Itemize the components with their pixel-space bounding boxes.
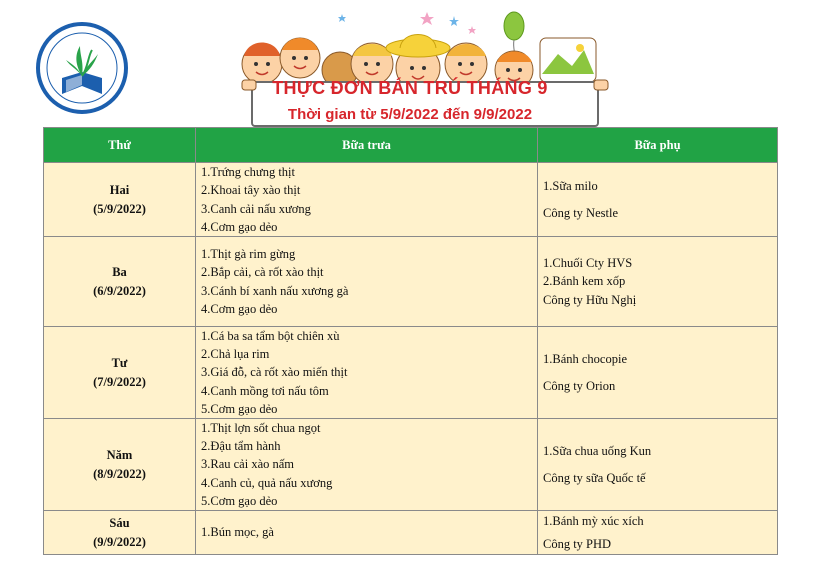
menu-date-range: Thời gian từ 5/9/2022 đến 9/9/2022 — [287, 106, 533, 123]
lunch-item: 3.Cánh bí xanh nấu xương gà — [201, 283, 349, 298]
day-date: (9/9/2022) — [93, 534, 146, 549]
lunch-cell — [196, 327, 538, 419]
day-cell — [44, 511, 196, 555]
snack-item: 1.Sữa milo — [543, 178, 598, 193]
lunch-item: 1.Thịt gà rim gừng — [201, 247, 296, 262]
lunch-item: 2.Đậu tẩm hành — [201, 439, 281, 454]
day-name: Hai — [109, 183, 130, 198]
lunch-cell — [196, 419, 538, 511]
lunch-cell — [196, 163, 538, 237]
lunch-item: 2.Chả lụa rim — [201, 347, 270, 362]
lunch-item: 3.Canh cải nấu xương — [201, 201, 311, 216]
snack-cell — [538, 419, 778, 511]
snack-supplier: Công ty Nestle — [543, 206, 618, 220]
snack-item: 1.Sữa chua uống Kun — [543, 443, 652, 458]
lunch-item: 1.Bún mọc, gà — [201, 525, 274, 540]
day-date: (7/9/2022) — [93, 374, 146, 389]
snack-item: 1.Bánh mỳ xúc xích — [543, 514, 644, 529]
table-row — [44, 511, 778, 555]
lunch-cell — [196, 237, 538, 327]
day-name: Tư — [111, 356, 128, 371]
lunch-item: 4.Canh củ, quả nấu xương — [201, 475, 333, 490]
snack-supplier: Công ty Orion — [543, 379, 616, 393]
day-cell — [44, 327, 196, 419]
snack-cell — [538, 237, 778, 327]
day-cell — [44, 237, 196, 327]
snack-cell — [538, 327, 778, 419]
snack-item: 1.Chuối Cty HVS — [543, 256, 633, 271]
school-logo — [34, 20, 130, 116]
menu-title: THỰC ĐƠN BÁN TRÚ THÁNG 9 — [272, 78, 548, 98]
snack-cell — [538, 163, 778, 237]
day-name: Ba — [112, 265, 127, 280]
table-row — [44, 419, 778, 511]
lunch-cell — [196, 511, 538, 555]
day-name: Sáu — [109, 516, 130, 531]
lunch-item: 5.Cơm gạo dẻo — [201, 493, 278, 508]
day-name: Năm — [106, 448, 133, 463]
table-row — [44, 237, 778, 327]
table-row — [44, 163, 778, 237]
lunch-item: 4.Canh mồng tơi nấu tôm — [201, 383, 329, 398]
column-header-snack: Bữa phụ — [538, 128, 778, 163]
lunch-item: 3.Rau cải xào nấm — [201, 457, 295, 472]
snack-supplier: Công ty PHD — [543, 536, 612, 551]
day-date: (6/9/2022) — [93, 283, 146, 298]
day-cell — [44, 419, 196, 511]
column-header-lunch: Bữa trưa — [196, 128, 538, 163]
lunch-item: 1.Trứng chưng thịt — [201, 165, 296, 180]
snack-item: 2.Bánh kem xốp — [543, 274, 626, 289]
snack-item: 1.Bánh chocopie — [543, 351, 628, 366]
lunch-item: 5.Cơm gạo dẻo — [201, 401, 278, 416]
day-cell — [44, 163, 196, 237]
lunch-menu-table — [43, 127, 778, 555]
column-header-day: Thứ — [44, 128, 196, 163]
day-date: (8/9/2022) — [93, 466, 146, 481]
lunch-item: 2.Khoai tây xào thịt — [201, 183, 301, 198]
lunch-item: 4.Cơm gạo dẻo — [201, 219, 278, 234]
lunch-item: 1.Thịt lợn sốt chua ngọt — [201, 421, 321, 436]
lunch-item: 1.Cá ba sa tẩm bột chiên xù — [201, 329, 340, 343]
snack-cell — [538, 511, 778, 555]
lunch-item: 2.Bắp cải, cà rốt xào thịt — [201, 265, 324, 280]
table-row — [44, 327, 778, 419]
snack-supplier: Công ty sữa Quốc tế — [543, 471, 646, 486]
day-date: (5/9/2022) — [93, 201, 146, 216]
snack-supplier: Công ty Hữu Nghị — [543, 292, 637, 307]
lunch-item: 3.Giá đỗ, cà rốt xào miến thịt — [201, 365, 348, 380]
lunch-item: 4.Cơm gạo dẻo — [201, 301, 278, 316]
table-header-row — [44, 128, 778, 163]
